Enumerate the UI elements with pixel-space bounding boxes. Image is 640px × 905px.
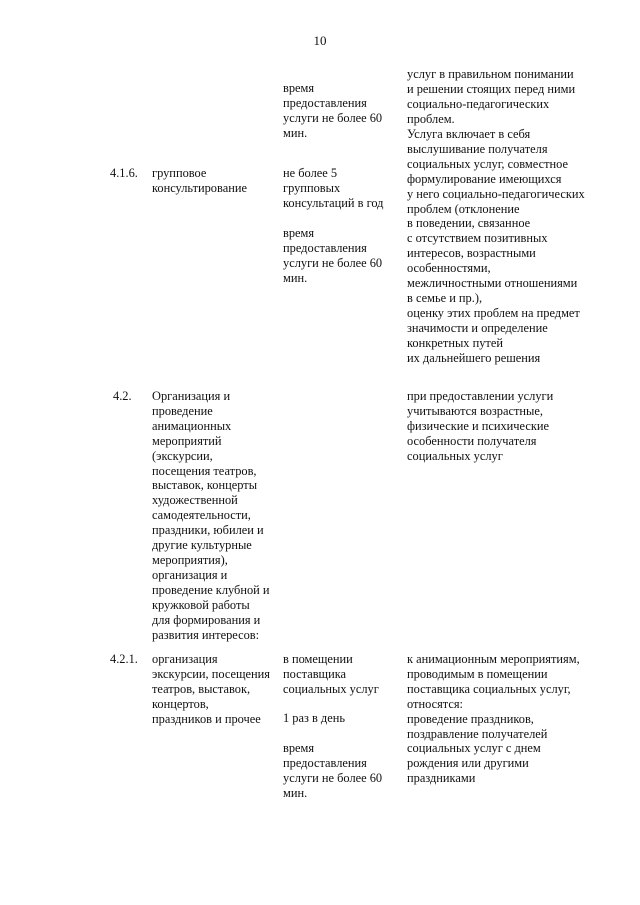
continuation-term: время предоставления услуги не более 60 мин. xyxy=(283,81,383,140)
continuation-description: услуг в правильном понимании и решении стоящих перед ними социально-педагогических проблем. xyxy=(407,67,576,126)
row-term-place: в помещении поставщика социальных услуг xyxy=(283,652,379,696)
row-description: Услуга включает в себя выслушивание получателя социальных услуг, совместное формулирование имеющихся у него социально-педагогических проблем (отклонение в поведении, связанное с отсутствием позитивных интересов, возрастными особенностями, межличностными отношениями в семье и пр.), оценку этих проблем на предмет значимости и определение конкретных путей их дальнейшего решения xyxy=(407,127,585,365)
row-number: 4.1.6. xyxy=(110,166,138,180)
row-term-duration: время предоставления услуги не более 60 мин. xyxy=(283,226,383,285)
row-service-name: Организация и проведение анимационных мероприятий (экскурсии, посещения театров, выставок, концерты художественной самодеятельности, праздники, юбилеи и другие культурные мероприятия), организация и проведение клубной и кружковой работы для формирования и развития интересов: xyxy=(152,389,270,642)
row-number: 4.2. xyxy=(113,389,132,403)
row-description: к анимационным мероприятиям, проводимым в помещении поставщика социальных услуг, относятся: проведение праздников, поздравление получателей социальных услуг с днем рождения или другими праздниками xyxy=(407,652,580,786)
row-term-frequency: 1 раз в день xyxy=(283,711,346,725)
page-number: 10 xyxy=(313,33,327,48)
row-term-frequency: не более 5 групповых консультаций в год xyxy=(283,166,384,210)
row-number: 4.2.1. xyxy=(110,652,138,666)
row-term-duration: время предоставления услуги не более 60 мин. xyxy=(283,741,383,800)
row-service-name: организация экскурсии, посещения театров, выставок, концертов, праздников и прочее xyxy=(152,652,271,726)
row-service-name: групповое консультирование xyxy=(152,166,247,195)
row-description: при предоставлении услуги учитываются возрастные, физические и психические особенности получателя социальных услуг xyxy=(407,389,554,463)
